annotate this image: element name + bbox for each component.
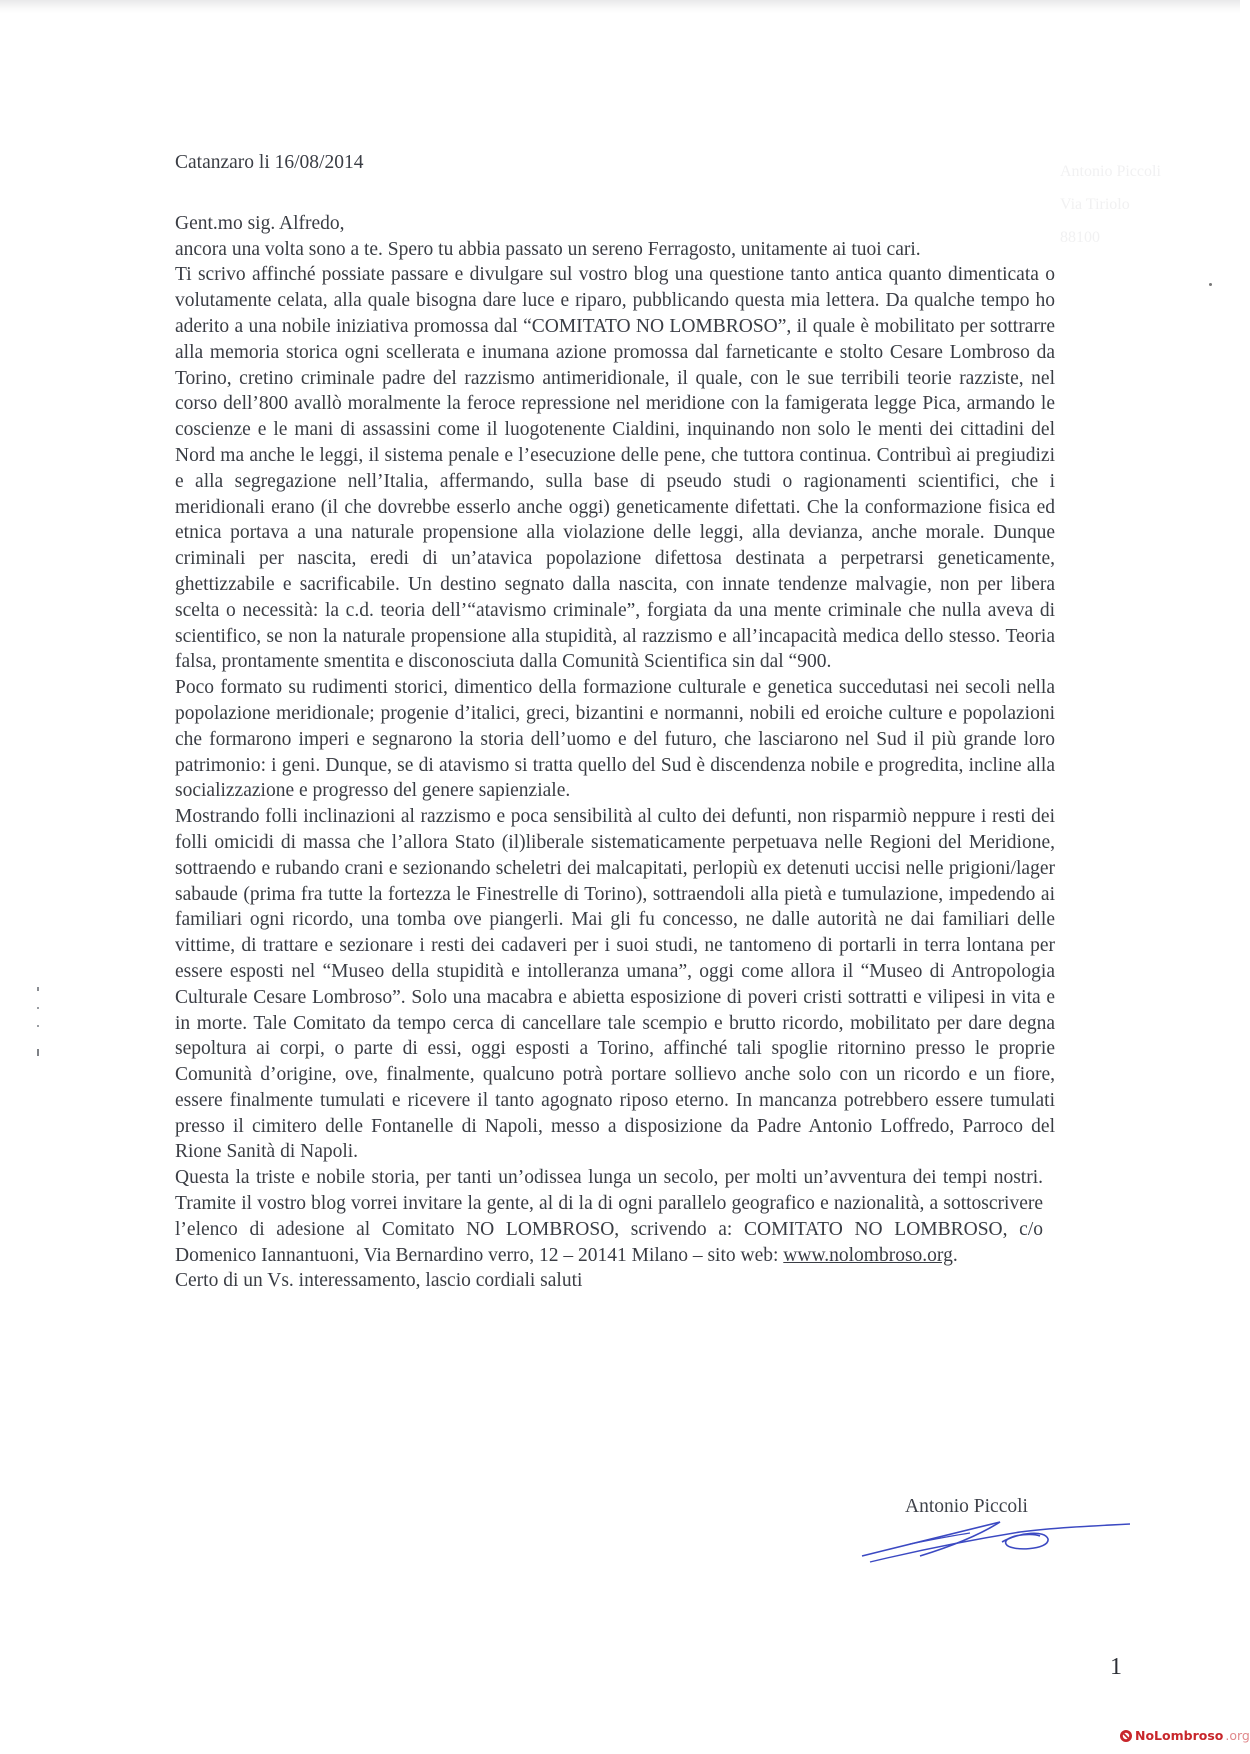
watermark bbox=[1119, 1728, 1250, 1743]
salutation: Gent.mo sig. Alfredo, bbox=[175, 212, 345, 234]
handwritten-signature bbox=[850, 1506, 1135, 1566]
appeal-text: Questa la triste e nobile storia, per tanti un’odissea lunga un secolo, per molti un’avventura dei tempi nostri. Tramite il vostro blog vorrei invitare la gente, al di la di ogni parallelo geografico e nazionalità, a sottoscrivere l’elenco di adesione al Comitato NO LOMBROSO, scrivendo a: COMITATO NO LOMBROSO, c/o Domenico Iannantuoni, Via Bernardino verro, 12 – 20141 Milano – sito web: bbox=[175, 1167, 1043, 1266]
paragraph-lombroso-theory: Ti scrivo affinché possiate passare e divulgare sul vostro blog una questione tanto antica quanto dimenticata o volutamente celata, alla quale bisogna dare luce e riparo, pubblicando questa mia lettera. Da qualche tempo ho aderito a una nobile iniziativa promossa dal “COMITATO NO LOMBROSO”, il quale è mobilitato per sottrarre alla memoria storica ogni scellerata e inumana azione promossa dal farneticante e stolto Cesare Lombroso da Torino, cretino criminale padre del razzismo antimeridionale, il quale, con le sue terribili teorie razziste, nel corso dell’800 avallò moralmente la feroce repressione nel meridione con la famigerata legge Pica, armando le coscienze e le mani di assassini come il luogotenente Cialdini, inquinando non solo le menti dei cittadini del Nord ma anche le leggi, il sistema penale e l’esecuzione delle pene, che tuttora continua. Contribuì ai pregiudizi e alla segregazione nell’Italia, affermando, sulla base di pseudo studi o ragionamenti scientifici, che i meridionali erano (il che dovrebbe esserlo anche oggi) geneticamente difettati. Che la conformazione fisica ed etnica portava a una naturale propensione alla violazione delle leggi, alla devianza, anche morale. Dunque criminali per nascita, eredi di un’atavica popolazione difettosa destinata a perpetrarsi geneticamente, ghettizzabile e sacrificabile. Un destino segnato dalla nascita, con innate tendenze malvagie, non per libera scelta o necessità: la c.d. teoria dell’“atavismo criminale”, forgiata da una mente criminale che nulla aveva di scientifico, se non la naturale propensione alla stupidità, al razzismo e all’incapacità medica dello stesso. Teoria falsa, prontamente smentita e disconosciuta dalla Comunità Scientifica sin dal “900. bbox=[175, 264, 1055, 673]
watermark-text: NoLombroso bbox=[1135, 1728, 1224, 1743]
paragraph-southern-heritage: Poco formato su rudimenti storici, dimentico della formazione culturale e genetica succedutasi nei secoli nella popolazione meridionale; progenie d’italici, greci, bizantini e normanni, nobili ed eroiche culture e popolazioni che formarono imperi e segnarono la storia dell’uomo e del futuro, che lasciarono nel Sud il più grande loro patrimonio: i geni. Dunque, se di atavismo si tratta quello del Sud è discendenza nobile e progredita, incline alla socializzazione e progresso del genere sapienziale. bbox=[175, 677, 1055, 802]
watermark-tld: .org bbox=[1225, 1728, 1250, 1743]
website-link[interactable]: www.nolombroso.org bbox=[783, 1244, 953, 1266]
sign-off: Certo di un Vs. interessamento, lascio cordiali saluti bbox=[175, 1270, 583, 1292]
letter-body bbox=[175, 150, 1055, 1294]
scan-marks bbox=[36, 985, 42, 1065]
paragraph-remains-museum: Mostrando folli inclinazioni al razzismo e poca sensibilità al culto dei defunti, non risparmiò neppure i resti dei folli omicidi di massa che l’allora Stato (il)liberale sistematicamente perpetuava nelle Regioni del Meridione, sottraendo e rubando crani e sezionando scheletri dei malcapitati, perlopiù ex detenuti uccisi nelle prigioni/lager sabaude (prima fra tutte la fortezza le Finestrelle di Torino), sottraendoli alla pietà e tumulazione, impedendo ai familiari ogni ricordo, una tomba ove piangerli. Mai gli fu concesso, ne dalle autorità ne dai familiari delle vittime, di trattare e sezionare i resti dei cadaveri per i suoi studi, ne tantomeno di portarli in terra lontana per essere esposti nel “Museo della stupidità e intolleranza umana”, oggi come allora il “Museo di Antropologia Culturale Cesare Lombroso”. Solo una macabra e abietta esposizione di poveri cristi sottratti e vilipesi in vita e in morte. Tale Comitato da tempo cerca di cancellare tale scempio e brutto ricordo, mobilitato per dare degna sepoltura ai corpi, o parte di essi, oggi esposti a Torino, affinché tali spoglie ritornino presso le proprie Comunità d’origine, ove, finalmente, qualcuno potrà portare sollievo anche solo con un ricordo e un fiore, essere finalmente tumulati e ricevere il tanto agognato riposo eterno. In mancanza potrebbero essere tumulati presso il cimitero delle Fontanelle di Napoli, messo a disposizione da Padre Antonio Loffredo, Parroco del Rione Sanità di Napoli. bbox=[175, 806, 1055, 1163]
paragraph-appeal bbox=[175, 1165, 1055, 1268]
show-through-text: Antonio Piccoli Via Tiriolo 88100 bbox=[1060, 163, 1161, 246]
watermark-logo-icon bbox=[1119, 1729, 1133, 1743]
scan-speck bbox=[1209, 283, 1212, 286]
paragraph-opening: ancora una volta sono a te. Spero tu abbia passato un sereno Ferragosto, unitamente ai tuoi cari. bbox=[175, 238, 921, 260]
scan-edge bbox=[0, 0, 1240, 14]
appeal-end: . bbox=[952, 1244, 958, 1266]
signer-name: Antonio Piccoli bbox=[905, 1496, 1028, 1517]
letter-date: Catanzaro li 16/08/2014 bbox=[175, 152, 364, 173]
page-number: 1 bbox=[1110, 1654, 1122, 1680]
